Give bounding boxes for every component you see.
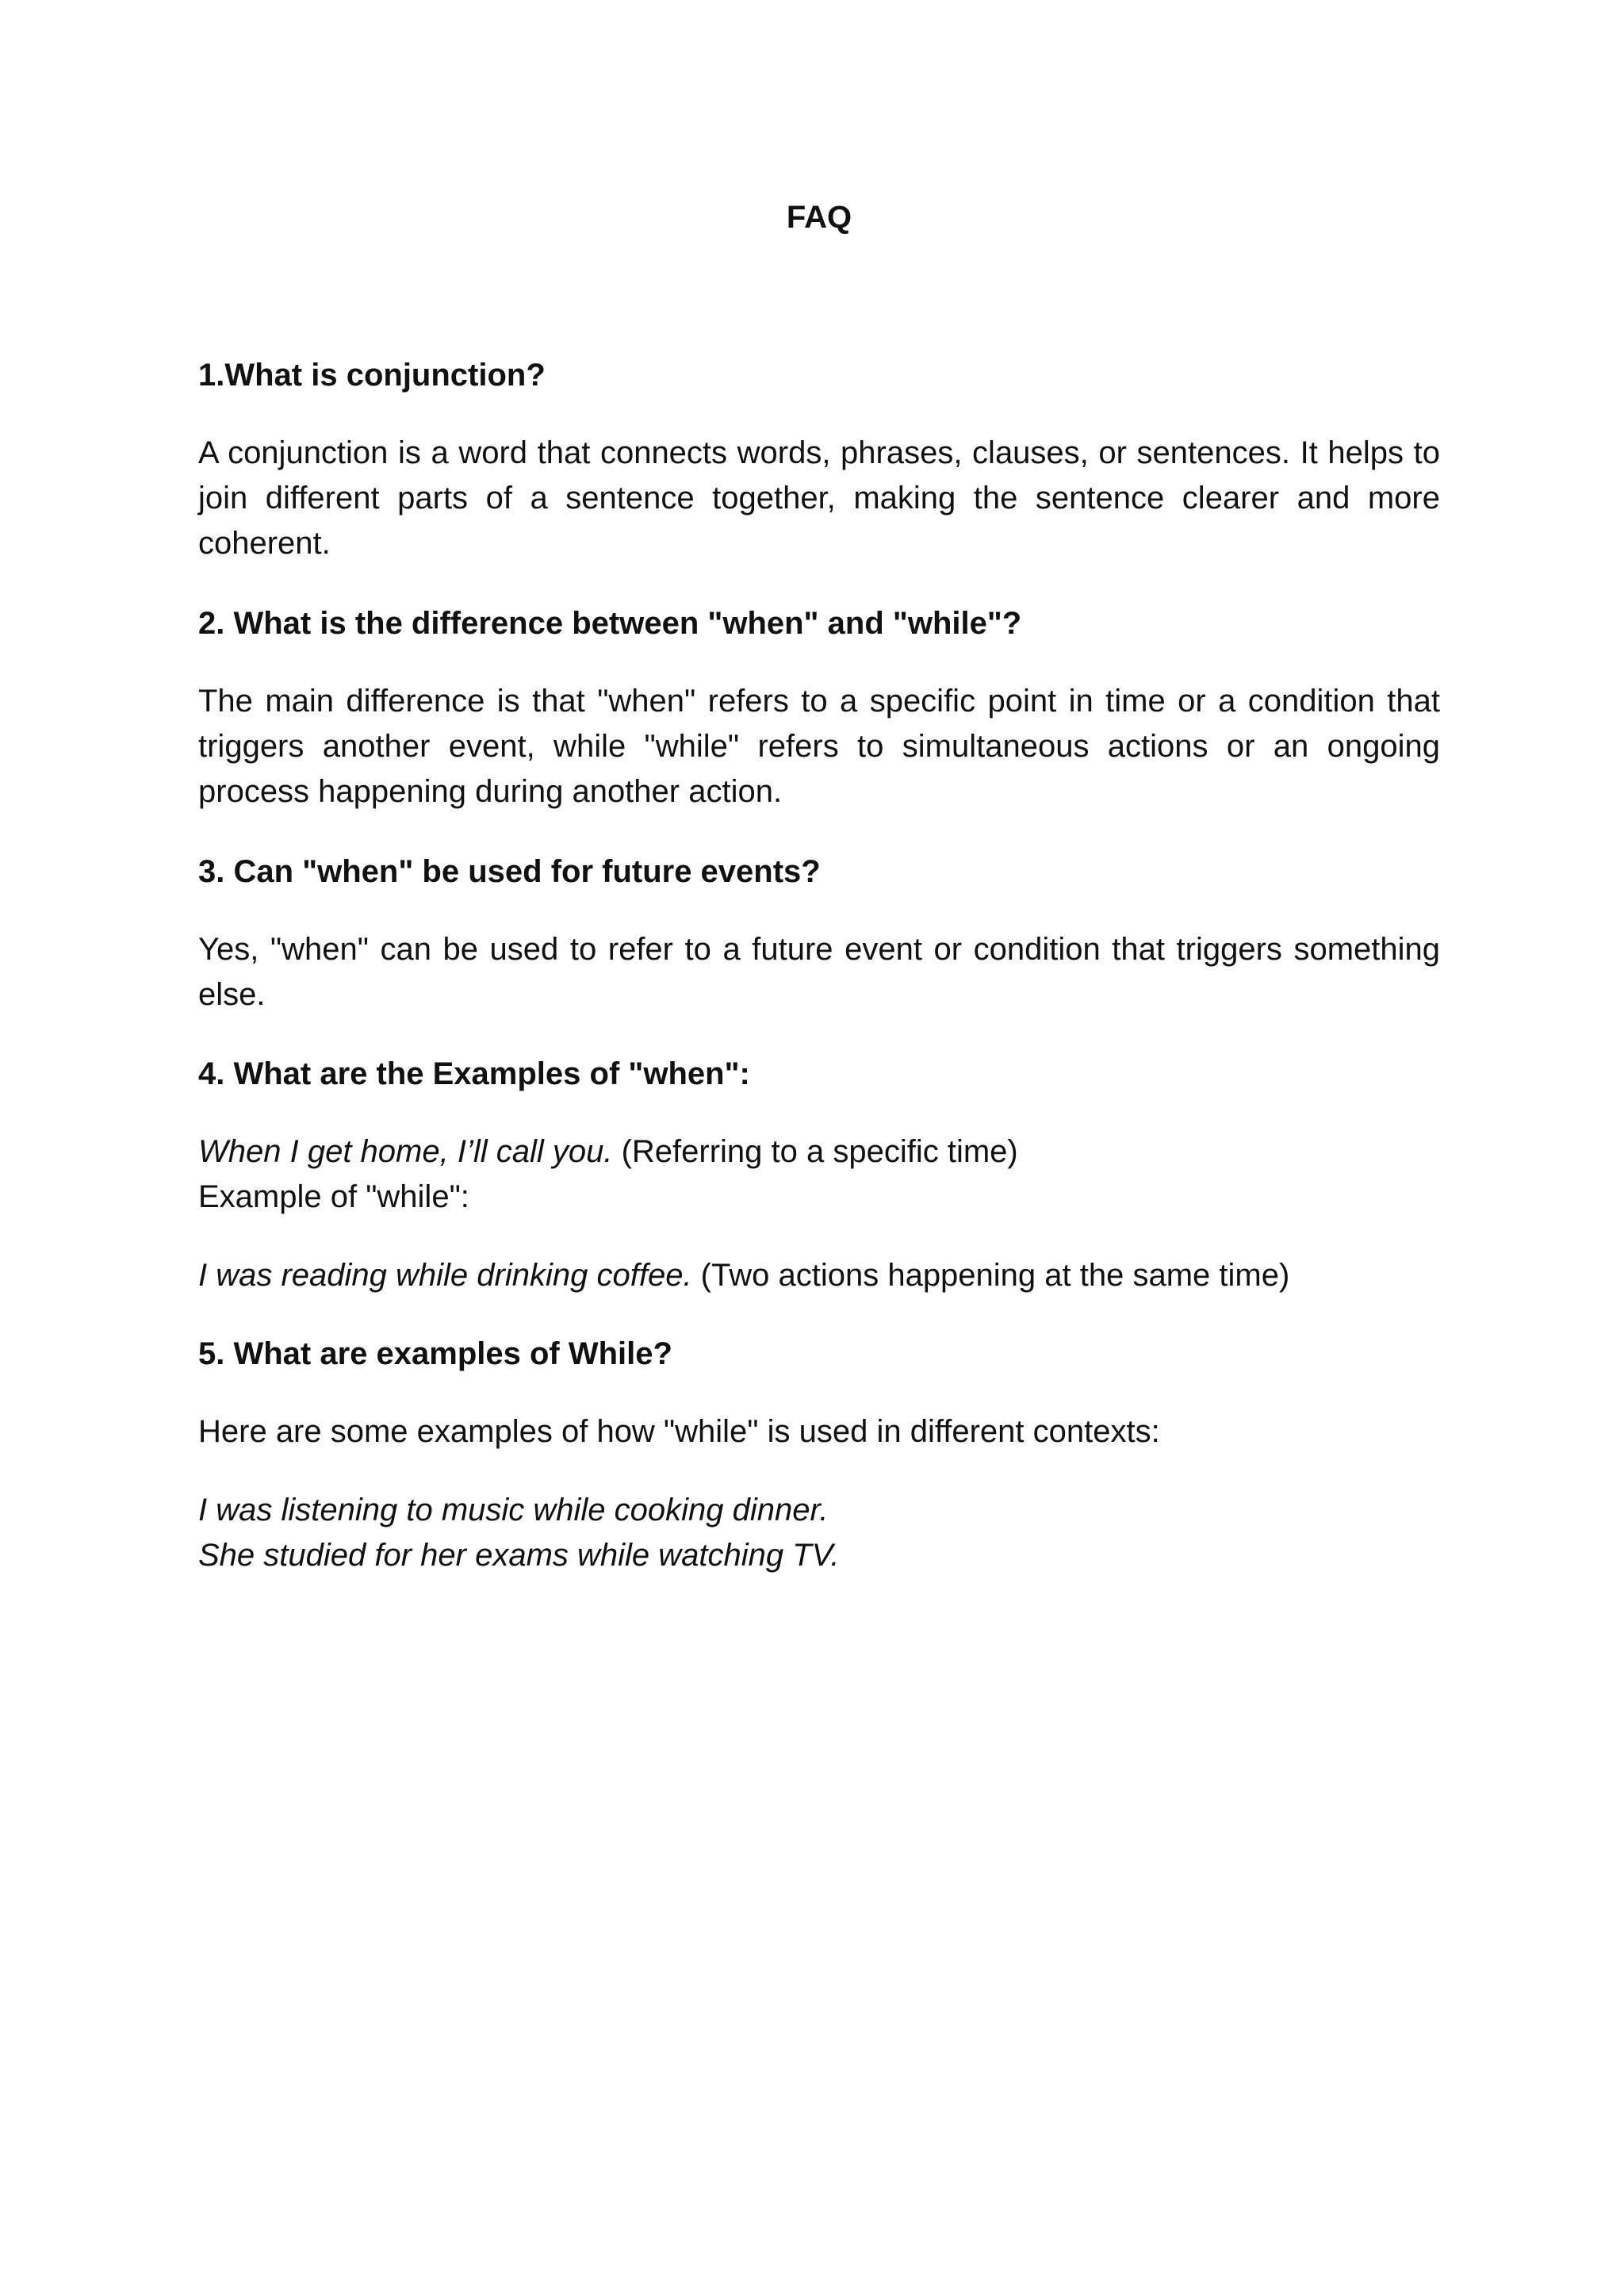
faq-answer-1: A conjunction is a word that connects words, phrases, clauses, or sentences. It helps to join different parts of a sentence together, making the sentence clearer and more coherent. (198, 435, 1440, 561)
when-example-sentence: When I get home, I’ll call you. (198, 1134, 613, 1169)
faq-question-4: 4. What are the Examples of "when": (198, 1056, 750, 1091)
faq-question-5: 5. What are examples of While? (198, 1336, 672, 1371)
faq-answer-4-while-example (198, 1253, 1440, 1298)
while-example-sentence: I was reading while drinking coffee. (198, 1258, 692, 1293)
faq-answer-4-when-example (198, 1129, 1440, 1220)
page-title: FAQ (786, 200, 852, 235)
while-example-line: She studied for her exams while watching TV. (198, 1538, 840, 1573)
faq-question-2: 2. What is the difference between "when" and "while"? (198, 606, 1022, 641)
faq-answer-2: The main difference is that "when" refers to a specific point in time or a condition that triggers another event, while "while" refers to simultaneous actions or an ongoing process happening during another action. (198, 684, 1440, 809)
while-example-line: I was listening to music while cooking dinner. (198, 1493, 829, 1527)
faq-answer-3: Yes, "when" can be used to refer to a future event or condition that triggers something else. (198, 932, 1440, 1012)
while-example-note: (Two actions happening at the same time) (691, 1258, 1290, 1293)
faq-question-3: 3. Can "when" be used for future events? (198, 854, 821, 889)
when-example-note: (Referring to a specific time) (612, 1134, 1018, 1169)
faq-answer-5-examples (198, 1488, 1440, 1578)
while-example-heading: Example of "while": (198, 1179, 469, 1214)
faq-question-1: 1.What is conjunction? (198, 358, 546, 393)
faq-answer-5-intro: Here are some examples of how "while" is used in different contexts: (198, 1414, 1160, 1449)
